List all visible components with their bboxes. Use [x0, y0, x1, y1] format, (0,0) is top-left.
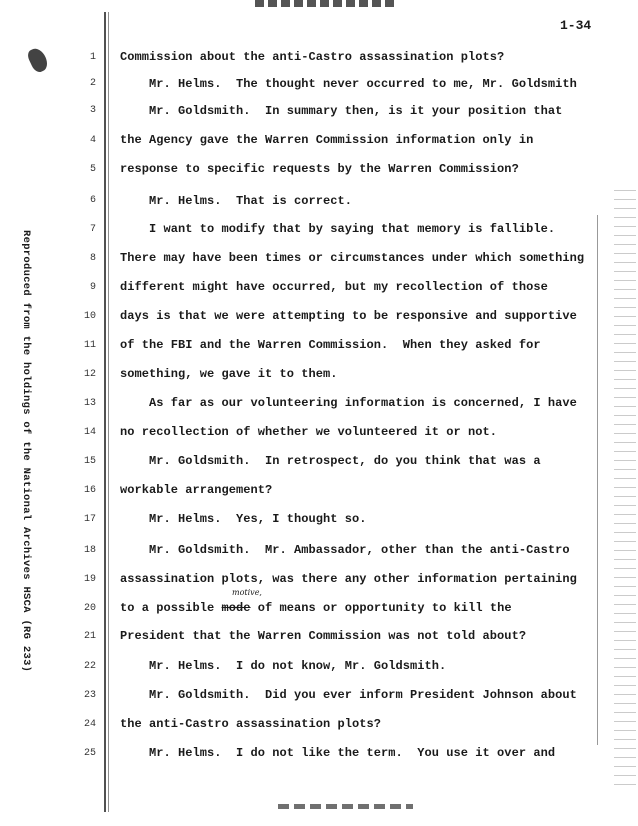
line-number: 15: [83, 456, 96, 467]
transcript-line: assassination plots, was there any other information pertaining: [120, 572, 577, 586]
transcript-line: Mr. Goldsmith. Mr. Ambassador, other than the anti-Castro: [120, 543, 570, 557]
line-number: 25: [83, 748, 96, 759]
line-number: 2: [89, 78, 96, 89]
transcript-line: workable arrangement?: [120, 483, 273, 497]
transcript-line: of the FBI and the Warren Commission. When they asked for: [120, 338, 541, 352]
transcript-line-with-edit: [120, 601, 512, 615]
scan-edge-noise: [614, 190, 636, 790]
bottom-footer-smudge: [278, 804, 413, 809]
transcript-line: Mr. Goldsmith. Did you ever inform President Johnson about: [120, 688, 577, 702]
line-number: 3: [89, 105, 96, 116]
line-number: 20: [83, 603, 96, 614]
transcript-line: Mr. Goldsmith. In summary then, is it your position that: [120, 104, 563, 118]
transcript-line: As far as our volunteering information is concerned, I have: [120, 396, 577, 410]
line-number: 6: [89, 195, 96, 206]
transcript-line: Mr. Helms. The thought never occurred to me, Mr. Goldsmith: [120, 77, 577, 91]
line-number: 1: [89, 52, 96, 63]
transcript-line: the Agency gave the Warren Commission information only in: [120, 133, 534, 147]
line-text-after: of means or opportunity to kill the: [250, 601, 512, 615]
line-number: 14: [83, 427, 96, 438]
top-header-smudge: [255, 0, 395, 7]
ink-blot: [26, 46, 51, 75]
left-margin-rule: [104, 12, 106, 812]
line-number: 5: [89, 164, 96, 175]
transcript-line: the anti-Castro assassination plots?: [120, 717, 382, 731]
handwritten-insert: motive,: [232, 588, 262, 597]
line-number: 11: [83, 340, 96, 351]
line-number: 19: [83, 574, 96, 585]
transcript-line: Mr. Helms. Yes, I thought so.: [120, 512, 367, 526]
line-number: 13: [83, 398, 96, 409]
transcript-line: Mr. Helms. I do not like the term. You use it over and: [120, 746, 556, 760]
line-number: 24: [83, 719, 96, 730]
line-number: 9: [89, 282, 96, 293]
line-number: 8: [89, 253, 96, 264]
line-number: 22: [83, 661, 96, 672]
line-number: 16: [83, 485, 96, 496]
line-number: 7: [89, 224, 96, 235]
transcript-line: something, we gave it to them.: [120, 367, 338, 381]
transcript-line: Mr. Helms. I do not know, Mr. Goldsmith.: [120, 659, 447, 673]
transcript-line: Commission about the anti-Castro assassination plots?: [120, 50, 505, 64]
line-text-before: to a possible: [120, 601, 222, 615]
line-number: 10: [83, 311, 96, 322]
transcript-line: President that the Warren Commission was not told about?: [120, 629, 527, 643]
line-number: 12: [83, 369, 96, 380]
page-number: 1-34: [560, 18, 592, 33]
line-number: 4: [89, 135, 96, 146]
line-number: 17: [83, 514, 96, 525]
transcript-line: Mr. Goldsmith. In retrospect, do you think that was a: [120, 454, 541, 468]
transcript-line: Mr. Helms. That is correct.: [120, 194, 353, 208]
transcript-line: different might have occurred, but my recollection of those: [120, 280, 548, 294]
right-margin-rule: [597, 215, 598, 745]
line-number: 21: [83, 631, 96, 642]
transcript-line: There may have been times or circumstances under which something: [120, 251, 585, 265]
transcript-line: days is that we were attempting to be responsive and supportive: [120, 309, 577, 323]
archive-side-stamp: Reproduced from the holdings of the National Archives HSCA (RG 233): [20, 230, 32, 673]
left-margin-rule-inner: [108, 12, 109, 812]
line-number: 18: [83, 545, 96, 556]
transcript-line: response to specific requests by the Warren Commission?: [120, 162, 519, 176]
line-number: 23: [83, 690, 96, 701]
transcript-line: no recollection of whether we volunteered it or not.: [120, 425, 498, 439]
struck-word: mode: [221, 601, 251, 615]
transcript-line: I want to modify that by saying that memory is fallible.: [120, 222, 556, 236]
